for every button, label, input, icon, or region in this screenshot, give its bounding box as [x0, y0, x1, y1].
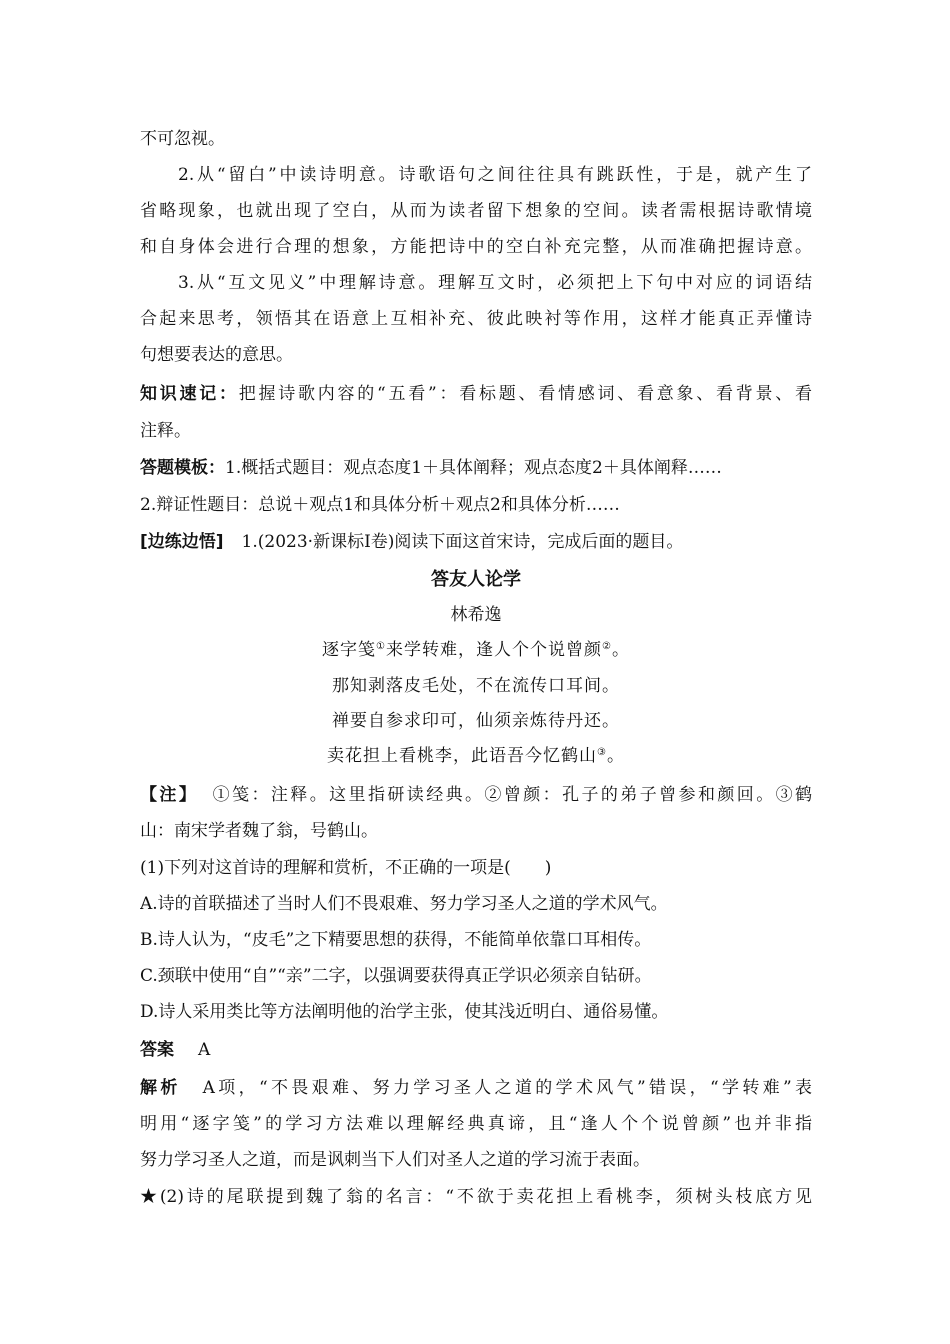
text-line: 3.从“互文见义”中理解诗意。理解互文时，必须把上下句中对应的词语结	[178, 273, 812, 293]
poem-author: 林希逸	[450, 605, 502, 625]
analysis-text: A项，“不畏艰难、努力学习圣人之道的学术风气”错误，“学转难”表	[202, 1078, 812, 1098]
note-text: ①笺：注释。这里指研读经典。②曾颜：孔子的弟子曾参和颜回。③鹤	[210, 785, 812, 805]
footnote-marker: ①	[376, 641, 386, 652]
template-label: 答题模板：	[140, 458, 225, 478]
analysis-line: 努力学习圣人之道，而是讽刺当下人们对圣人之道的学习流于表面。	[140, 1150, 650, 1170]
memo-text: 把握诗歌内容的“五看”：看标题、看情感词、看意象、看背景、看	[238, 384, 812, 404]
poem-text: 。	[606, 746, 625, 766]
footnote-marker: ③	[597, 747, 607, 758]
answer-line	[140, 1037, 812, 1063]
text-line: 和自身体会进行合理的想象，方能把诗中的空白补充完整，从而准确把握诗意。	[140, 237, 812, 257]
answer-label: 答案	[140, 1040, 174, 1060]
poem-line: 禅要自参求印可，仙须亲炼待丹还。	[332, 711, 620, 731]
practice-label: [边练边悟]	[140, 532, 224, 552]
poem-text: 逐字笺	[322, 640, 377, 660]
option-a: A.诗的首联描述了当时人们不畏艰难、努力学习圣人之道的学术风气。	[140, 894, 668, 914]
note-line	[140, 782, 812, 808]
note-label: 【注】	[140, 785, 199, 805]
text-line: 2.从“留白”中读诗明意。诗歌语句之间往往具有跳跃性，于是，就产生了	[178, 165, 812, 185]
poem-text: 卖花担上看桃李，此语吾今忆鹤山	[327, 746, 598, 766]
text-line: 不可忽视。	[140, 129, 225, 149]
poem-text: 。	[611, 640, 630, 660]
practice-line	[140, 529, 812, 555]
poem-line	[140, 743, 812, 769]
practice-text: 1.(2023·新课标Ⅰ卷)阅读下面这首宋诗，完成后面的题目。	[241, 532, 684, 552]
analysis-line	[140, 1075, 812, 1101]
memo-line: 注释。	[140, 421, 191, 441]
question-stem: (1)下列对这首诗的理解和赏析，不正确的一项是( )	[140, 858, 552, 878]
answer-value: A	[198, 1040, 211, 1060]
template-line	[140, 455, 812, 481]
note-line: 山：南宋学者魏了翁，号鹤山。	[140, 821, 378, 841]
option-d: D.诗人采用类比等方法阐明他的治学主张，使其浅近明白、通俗易懂。	[140, 1002, 669, 1022]
question-2: ★(2)诗的尾联提到魏了翁的名言：“不欲于卖花担上看桃李，须树头枝底方见	[140, 1187, 812, 1207]
template-line: 2.辩证性题目：总说＋观点1和具体分析＋观点2和具体分析……	[140, 495, 620, 515]
text-line: 句想要表达的意思。	[140, 345, 293, 365]
memo-line	[140, 381, 812, 407]
poem-text: 来学转难，逢人个个说曾颜	[386, 640, 602, 660]
text-line: 省略现象，也就出现了空白，从而为读者留下想象的空间。读者需根据诗歌情境	[140, 201, 812, 221]
option-c: C.颈联中使用“自”“亲”二字，以强调要获得真正学识必须亲自钻研。	[140, 966, 652, 986]
analysis-label: 解析	[140, 1078, 181, 1098]
analysis-line: 明用“逐字笺”的学习方法难以理解经典真谛，且“逢人个个说曾颜”也并非指	[140, 1114, 812, 1134]
poem-line	[140, 637, 812, 663]
text-line: 合起来思考，领悟其在语意上互相补充、彼此映衬等作用，这样才能真正弄懂诗	[140, 309, 812, 329]
footnote-marker: ②	[602, 641, 612, 652]
template-text: 1.概括式题目：观点态度1＋具体阐释；观点态度2＋具体阐释……	[225, 458, 722, 478]
poem-title: 答友人论学	[431, 569, 521, 590]
option-b: B.诗人认为，“皮毛”之下精要思想的获得，不能简单依靠口耳相传。	[140, 930, 652, 950]
poem-line: 那知剥落皮毛处，不在流传口耳间。	[332, 676, 620, 696]
memo-label: 知识速记：	[140, 384, 239, 404]
